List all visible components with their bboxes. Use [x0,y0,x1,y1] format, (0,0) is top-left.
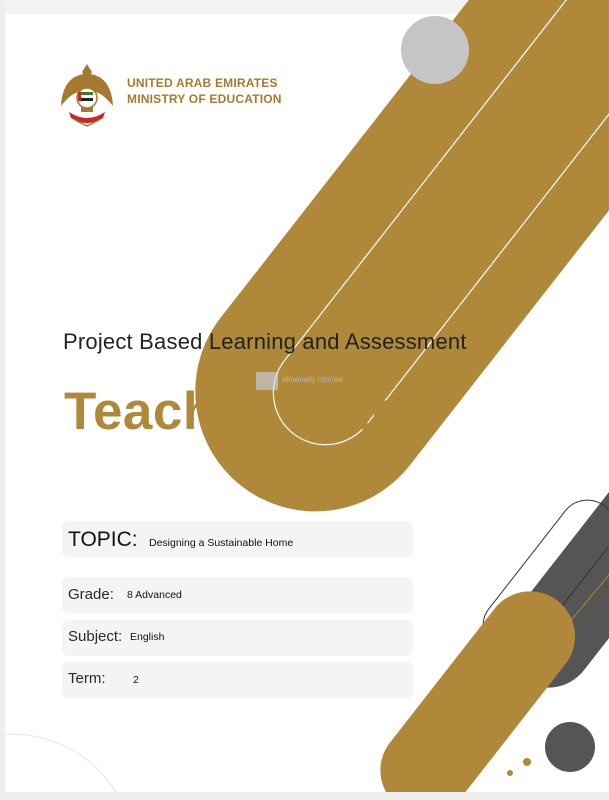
term-field [62,662,413,698]
term-value: 2 [133,674,139,686]
subject-label: Subject: [68,628,123,645]
grade-value: 8 Advanced [127,589,182,601]
ministry-name [127,75,282,107]
faint-arc [0,734,120,800]
watermark-text: almanahj.com/ae [282,375,343,384]
grade-field [62,577,413,613]
gold-dot-2 [507,770,513,776]
dark-circle [545,722,595,772]
ministry-line-1: UNITED ARAB EMIRATES [127,76,278,90]
gold-dot-1 [523,758,531,766]
grade-label: Grade: [68,586,114,603]
topic-value: Designing a Sustainable Home [149,537,294,549]
uae-emblem-icon [59,62,115,128]
ministry-line-2: MINISTRY OF EDUCATION [127,92,282,106]
subject-value: English [130,631,165,643]
cover-title: Teacher Guide [64,382,435,441]
topic-label: TOPIC: [68,528,138,551]
term-label: Term: [68,670,106,687]
page-bottom-strip [0,792,609,800]
topic-field [62,521,413,557]
cover-subtitle: Project Based Learning and Assessment [63,329,467,354]
subject-field [62,620,413,656]
gray-circle-top [401,16,469,84]
